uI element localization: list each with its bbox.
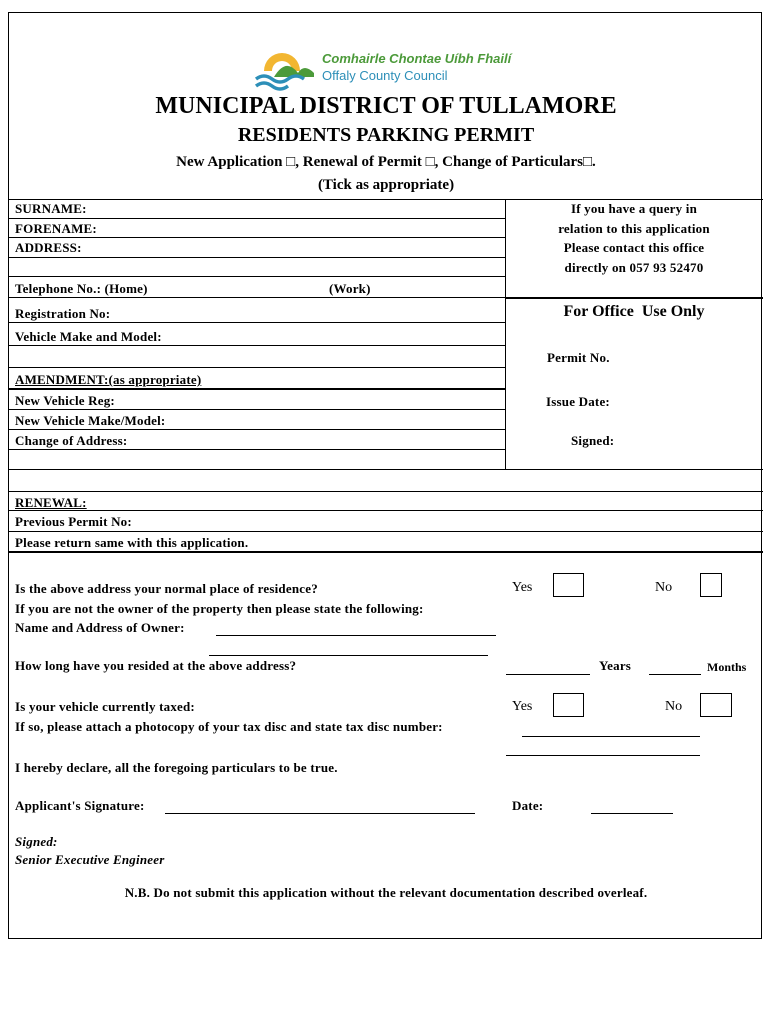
date-label: Date: (512, 798, 544, 813)
row-rule (9, 491, 763, 492)
years-label: Years (599, 658, 632, 673)
council-name-irish: Comhairle Chontae Uíbh Fhailí (322, 51, 512, 66)
council-logo (254, 43, 524, 93)
engineer-signed-label: Signed: (15, 834, 58, 849)
declaration-statement: I hereby declare, all the foregoing particulars to be true. (15, 760, 338, 775)
owner-address-field[interactable] (209, 655, 488, 656)
form-subtitle: RESIDENTS PARKING PERMIT (237, 124, 535, 146)
owner-note: If you are not the owner of the property then please state the following: (15, 601, 424, 616)
office-signed-label: Signed: (571, 433, 615, 448)
address-label: ADDRESS: (15, 240, 82, 255)
owner-name-field[interactable] (216, 635, 496, 636)
table-top-rule (9, 199, 763, 200)
council-logo-icon (254, 43, 320, 91)
form-title: MUNICIPAL DISTRICT OF TULLAMORE (155, 93, 617, 119)
row-rule (9, 429, 505, 430)
permit-form (8, 12, 762, 939)
right-column-divider (505, 199, 506, 469)
owner-label: Name and Address of Owner: (15, 620, 185, 635)
return-note: Please return same with this application. (15, 535, 249, 550)
office-use-title: For Office Use Only (563, 303, 705, 320)
query-line-3: Please contact this office (563, 240, 705, 255)
permit-no-label: Permit No. (547, 350, 610, 365)
previous-permit-label: Previous Permit No: (15, 514, 132, 529)
taxed-no-checkbox[interactable] (700, 693, 732, 717)
taxed-no-label: No (665, 699, 683, 714)
row-rule (9, 257, 505, 258)
engineer-title: Senior Executive Engineer (15, 852, 165, 867)
query-line-4: directly on 057 93 52470 (564, 260, 704, 275)
new-vehicle-model-label: New Vehicle Make/Model: (15, 413, 166, 428)
tax-disc-note: If so, please attach a photocopy of your tax disc and state tax disc number: (15, 719, 443, 734)
telephone-work-label: (Work) (329, 281, 371, 296)
row-rule (9, 345, 505, 346)
date-field[interactable] (591, 813, 673, 814)
row-rule (9, 469, 505, 470)
telephone-home-label: Telephone No.: (Home) (15, 281, 148, 296)
residence-question: Is the above address your normal place of residence? (15, 581, 318, 596)
taxed-yes-checkbox[interactable] (553, 693, 584, 717)
months-label: Months (707, 660, 747, 674)
surname-label: SURNAME: (15, 201, 87, 216)
row-rule (9, 551, 763, 553)
row-rule (9, 297, 505, 298)
years-field[interactable] (506, 674, 590, 675)
office-box-top (505, 297, 763, 299)
row-rule (9, 388, 505, 390)
office-box-bottom (505, 469, 763, 470)
council-name-english: Offaly County Council (322, 68, 448, 83)
query-line-1: If you have a query in (570, 201, 698, 216)
vehicle-make-label: Vehicle Make and Model: (15, 329, 162, 344)
new-vehicle-reg-label: New Vehicle Reg: (15, 393, 115, 408)
residence-yes-checkbox[interactable] (553, 573, 584, 597)
taxed-yes-label: Yes (512, 699, 533, 714)
row-rule (9, 510, 763, 511)
residence-yes-label: Yes (512, 580, 533, 595)
issue-date-label: Issue Date: (546, 394, 610, 409)
applicant-signature-label: Applicant's Signature: (15, 798, 145, 813)
footnote: N.B. Do not submit this application without the relevant documentation described overleaf. (124, 885, 648, 900)
months-field[interactable] (649, 674, 701, 675)
residence-no-checkbox[interactable] (700, 573, 722, 597)
taxed-question: Is your vehicle currently taxed: (15, 699, 195, 714)
row-rule (9, 322, 505, 323)
change-of-address-label: Change of Address: (15, 433, 128, 448)
residence-no-label: No (655, 580, 673, 595)
row-rule (9, 531, 763, 532)
amendment-heading: AMENDMENT:(as appropriate) (15, 372, 202, 387)
tick-note: (Tick as appropriate) (317, 177, 455, 193)
tax-disc-field-2[interactable] (506, 755, 700, 756)
how-long-question: How long have you resided at the above address? (15, 658, 297, 673)
application-type-options: New Application □, Renewal of Permit □, Change of Particulars□. (176, 154, 596, 170)
tax-disc-field[interactable] (522, 736, 700, 737)
row-rule (9, 276, 505, 277)
row-rule (9, 367, 505, 368)
renewal-heading: RENEWAL: (15, 495, 87, 510)
forename-label: FORENAME: (15, 221, 97, 236)
row-rule (9, 409, 505, 410)
row-rule (9, 237, 505, 238)
registration-label: Registration No: (15, 306, 111, 321)
applicant-signature-field[interactable] (165, 813, 475, 814)
row-rule (9, 449, 505, 450)
row-rule (9, 218, 505, 219)
query-line-2: relation to this application (558, 221, 710, 236)
